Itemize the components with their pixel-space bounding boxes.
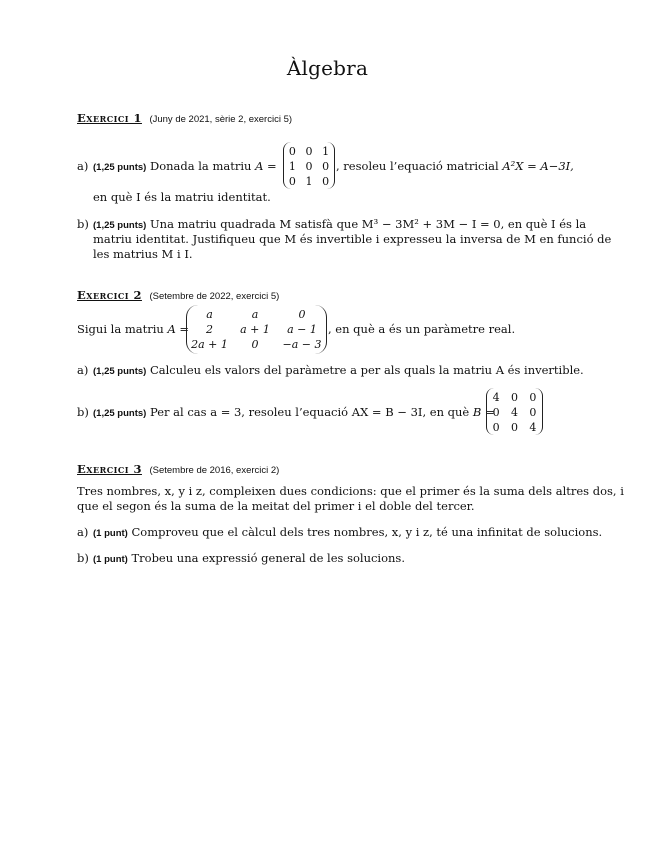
- matrix-cell: 0: [529, 406, 537, 419]
- exercise-1-label: Exercici 1: [77, 111, 142, 125]
- ex1-b-text1: Una matriu quadrada M satisfà que M³ − 3M² + 3M − I = 0, en què I és la: [149, 217, 587, 231]
- matrix-cell: 0: [322, 160, 330, 173]
- ex1-a-text2: , resoleu l’equació matricial: [336, 159, 499, 173]
- ex3-intro-line1: Tres nombres, x, y i z, compleixen dues condicions: que el primer és la suma dels altres dos, i: [77, 484, 624, 498]
- matrix-cell: 0: [492, 421, 500, 434]
- page-title: Àlgebra: [286, 56, 369, 80]
- exercise-3-heading: [77, 462, 279, 476]
- ex1-a-points: (1,25 punts): [93, 162, 147, 173]
- ex1-b-letter: b): [77, 217, 89, 231]
- exercise-3-label: Exercici 3: [77, 462, 142, 476]
- ex3-b-points: (1 punt): [93, 554, 128, 565]
- matrix-cell: 0: [251, 338, 259, 351]
- matrix-cell: 2: [206, 323, 213, 336]
- matrix-cell: 0: [510, 391, 518, 404]
- ex1-b-line2: matriu identitat. Justifiqueu que M és invertible i expresseu la inversa de M en funció de: [93, 232, 612, 246]
- matrix-cell: 0: [288, 175, 296, 188]
- ex1-a-var-a: A =: [255, 159, 277, 173]
- exercise-2-heading: [77, 288, 279, 302]
- ex2-intro1: Sigui la matriu: [77, 322, 164, 336]
- matrix-cell: 1: [288, 160, 296, 173]
- ex1-a-line1-left: [93, 159, 277, 175]
- matrix-cell: −a − 3: [282, 338, 322, 351]
- matrix-cell: a: [251, 308, 259, 321]
- ex2-b-line: [93, 405, 495, 421]
- matrix-cell: 0: [529, 391, 537, 404]
- ex1-b-points: (1,25 punts): [93, 220, 147, 231]
- ex2-var-a: A =: [167, 322, 190, 336]
- matrix-cell: 0: [298, 308, 306, 321]
- matrix-cell: a + 1: [240, 323, 270, 336]
- ex2-matrix: [186, 305, 327, 354]
- ex2-a-line: [93, 363, 584, 379]
- ex2-b-matrix: [486, 388, 543, 435]
- ex3-a-text: Comproveu que el càlcul dels tres nombres, x, y i z, té una infinitat de solucions.: [131, 525, 603, 539]
- ex2-a-text: Calculeu els valors del paràmetre a per als quals la matriu A és invertible.: [149, 363, 584, 377]
- matrix-cell: 1: [305, 175, 313, 188]
- ex3-b-line: [93, 551, 405, 567]
- matrix-cell: 0: [492, 406, 500, 419]
- exercise-2-source: (Setembre de 2022, exercici 5): [149, 291, 280, 302]
- matrix-cell: 0: [305, 145, 313, 158]
- ex1-b-line1: [93, 217, 586, 233]
- ex3-b-letter: b): [77, 551, 89, 565]
- ex3-intro-line2: que el segon és la suma de la meitat del primer i el doble del tercer.: [77, 499, 475, 513]
- ex3-a-line: [93, 525, 602, 541]
- ex1-a-text1: Donada la matriu: [149, 159, 252, 173]
- ex2-b-var-b: B =: [472, 405, 495, 419]
- exercise-3-source: (Setembre de 2016, exercici 2): [149, 465, 280, 476]
- ex1-a-matrix: [283, 142, 335, 189]
- exercise-1-heading: [77, 111, 292, 125]
- ex1-b-line3: les matrius M i I.: [93, 247, 193, 261]
- exercise-2-label: Exercici 2: [77, 288, 142, 302]
- matrix-cell: 0: [322, 175, 330, 188]
- ex2-a-points: (1,25 punts): [93, 366, 147, 377]
- matrix-cell: 1: [322, 145, 330, 158]
- matrix-cell: a: [206, 308, 213, 321]
- ex2-b-text: Per al cas a = 3, resoleu l’equació AX = B − 3I, en què: [149, 405, 470, 419]
- ex2-a-letter: a): [77, 363, 89, 377]
- matrix-cell: 4: [510, 406, 518, 419]
- matrix-cell: 0: [305, 160, 313, 173]
- exercise-1-source: (Juny de 2021, sèrie 2, exercici 5): [149, 114, 293, 125]
- matrix-cell: 2a + 1: [191, 338, 228, 351]
- ex3-a-letter: a): [77, 525, 89, 539]
- ex2-b-letter: b): [77, 405, 89, 419]
- ex2-b-points: (1,25 punts): [93, 408, 147, 419]
- ex2-intro-right: , en què a és un paràmetre real.: [328, 322, 516, 336]
- matrix-cell: 0: [288, 145, 296, 158]
- matrix-cell: 4: [529, 421, 537, 434]
- ex3-b-text: Trobeu una expressió general de les solucions.: [131, 551, 405, 565]
- ex1-a-line1-right: [336, 159, 574, 174]
- matrix-cell: 0: [510, 421, 518, 434]
- ex1-a-letter: a): [77, 159, 89, 173]
- ex1-a-equation: A²X = A−3I,: [502, 159, 574, 173]
- matrix-cell: a − 1: [287, 323, 317, 336]
- ex1-a-line2: en què I és la matriu identitat.: [93, 190, 271, 204]
- matrix-cell: 4: [492, 391, 500, 404]
- ex2-intro-left: [77, 322, 189, 337]
- ex3-a-points: (1 punt): [93, 528, 128, 539]
